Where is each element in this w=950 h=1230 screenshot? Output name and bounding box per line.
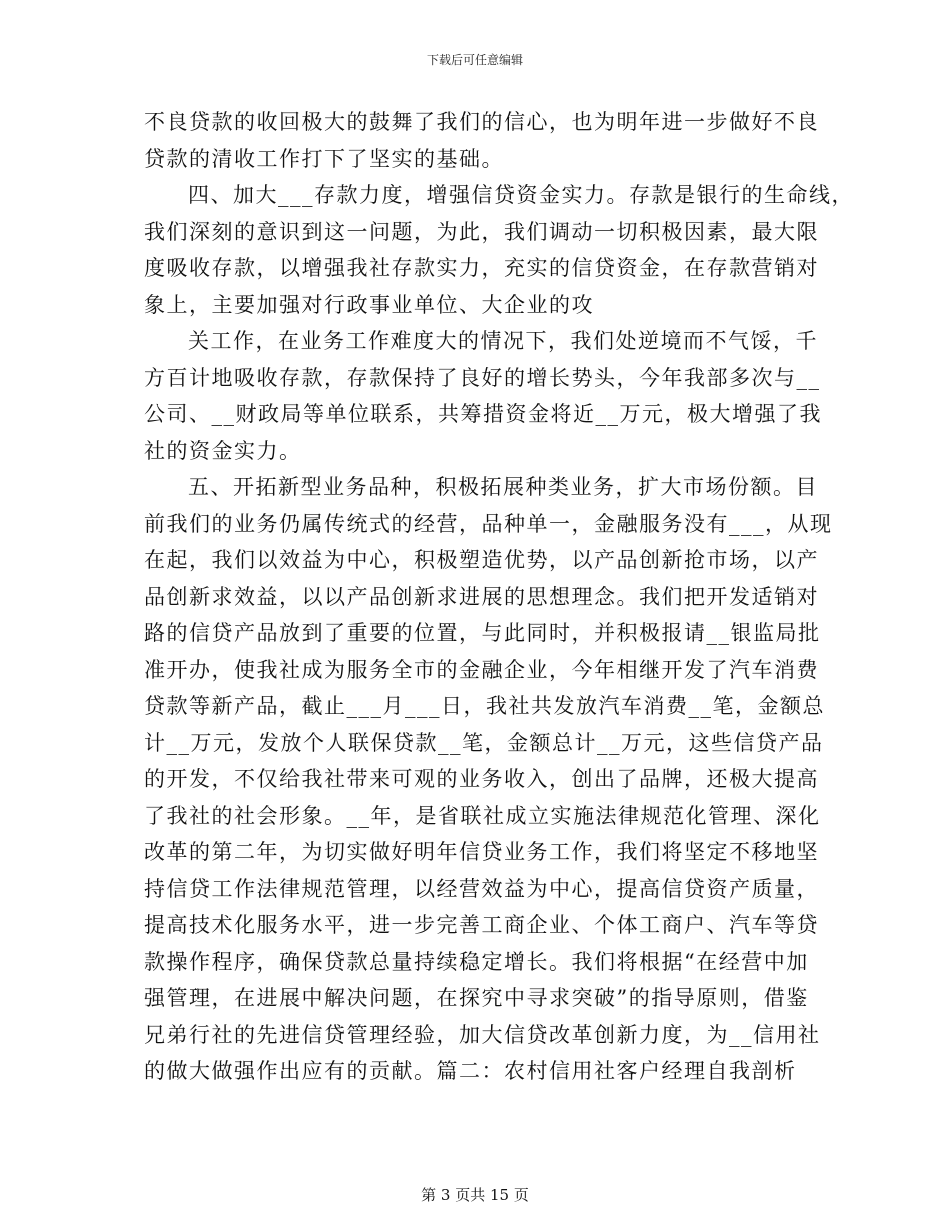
- text-line: 前我们的业务仍属传统式的经营，品种单一，金融服务没有___，从现: [144, 511, 833, 536]
- text-line: 象上，主要加强对行政事业单位、大企业的攻: [144, 292, 594, 317]
- text-line: 关工作，在业务工作难度大的情况下，我们处逆境而不气馁，千: [188, 329, 818, 353]
- page-header: 下载后可任意编辑: [426, 53, 523, 67]
- text-line: 路的信贷产品放到了重要的位置，与此同时，并积极报请__银监局批: [144, 621, 821, 645]
- text-line: 社的资金实力。: [144, 438, 302, 463]
- page-footer: 第 3 页共 15 页: [421, 1186, 529, 1204]
- text-line: 准开办，使我社成为服务全市的金融企业，今年相继开发了汽车消费: [144, 657, 819, 682]
- text-line: 改革的第二年，为切实做好明年信贷业务工作，我们将坚定不移地坚: [144, 840, 819, 864]
- text-line: 公司、__财政局等单位联系，共筹措资金将近__万元，极大增强了我: [144, 402, 822, 426]
- text-line: 贷款等新产品，截止___月___日，我社共发放汽车消费__笔，金额总: [144, 694, 825, 718]
- text-line: 方百计地吸收存款，存款保持了良好的增长势头，今年我部多次与__: [144, 365, 821, 390]
- text-line: 度吸收存款，以增强我社存款实力，充实的信贷资金，在存款营销对: [144, 256, 819, 280]
- text-line: 计__万元，发放个人联保贷款__笔，金额总计__万元，这些信贷产品: [144, 730, 824, 755]
- text-line: 兄弟行社的先进信贷管理经验，加大信贷改革创新力度，为__信用社: [144, 1022, 821, 1047]
- text-line: 的开发，不仅给我社带来可观的业务收入，创出了品牌，还极大提高: [144, 767, 819, 791]
- text-line: 品创新求效益，以以产品创新求进展的思想理念。我们把开发适销对: [144, 584, 819, 609]
- text-line: 五、开拓新型业务品种，积极拓展种类业务，扩大市场份额。目: [188, 475, 818, 499]
- text-line: 持信贷工作法律规范管理，以经营效益为中心，提高信贷资产质量，: [144, 876, 819, 901]
- text-line: 四、加大___存款力度，增强信贷资金实力。存款是银行的生命线，: [188, 183, 854, 207]
- text-line: 了我社的社会形象。__年，是省联社成立实施法律规范化管理、深化: [144, 803, 821, 828]
- document-body: [144, 104, 854, 1090]
- text-line: 提高技术化服务水平，进一步完善工商企业、个体工商户、汽车等贷: [144, 913, 819, 937]
- text-line: 我们深刻的意识到这一问题，为此，我们调动一切积极因素，最大限: [144, 219, 819, 244]
- text-line: 强管理，在进展中解决问题，在探究中寻求突破”的指导原则，借鉴: [144, 986, 809, 1010]
- text-line: 的做大做强作出应有的贡献。篇二：农村信用社客户经理自我剖析: [144, 1059, 797, 1083]
- text-line: 不良贷款的收回极大的鼓舞了我们的信心，也为明年进一步做好不良: [144, 110, 819, 134]
- text-line: 贷款的清收工作打下了坚实的基础。: [144, 146, 504, 171]
- text-line: 款操作程序，确保贷款总量持续稳定增长。我们将根据“在经营中加: [144, 949, 809, 974]
- text-line: 在起，我们以效益为中心，积极塑造优势，以产品创新抢市场，以产: [144, 548, 819, 572]
